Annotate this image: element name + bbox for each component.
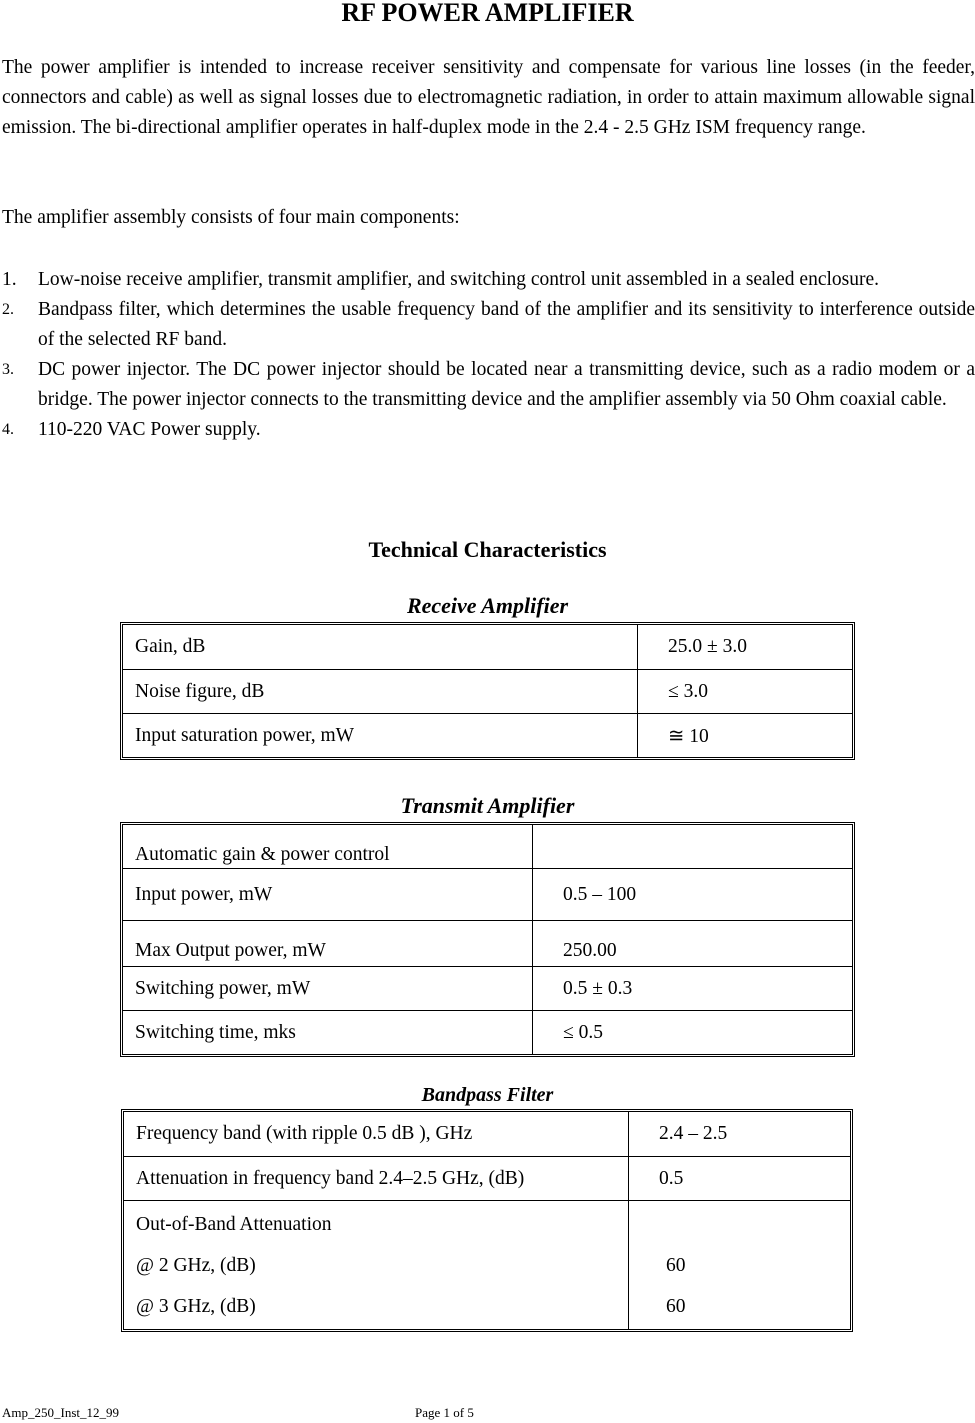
table-cell-label (124, 1201, 628, 1329)
list-text: Low-noise receive amplifier, transmit amplifier, and switching control unit assembled in a sealed enclosure. (38, 269, 880, 290)
footer-page-number: Page 1 of 5 (415, 1405, 474, 1420)
table-row (123, 825, 852, 869)
components-list (2, 265, 975, 445)
table-cell-label: Input power, mW (123, 869, 532, 921)
table-cell-label: Noise figure, dB (123, 670, 637, 714)
transmit-table (120, 822, 855, 1057)
intro-paragraph: The power amplifier is intended to increase receiver sensitivity and compensate for various line losses (in the feeder, connectors and cable) as well as signal losses due to electromagnetic radiation, in order to attain maximum allowable signal emission. The bi-directional amplifier operates in half-duplex mode in the 2.4 - 2.5 GHz ISM frequency range. (2, 57, 975, 138)
table-row (123, 625, 852, 670)
oob-label: @ 2 GHz, (dB) (136, 1255, 256, 1276)
table-row (123, 921, 852, 967)
table-row (124, 1201, 850, 1329)
table-cell-label: Input saturation power, mW (135, 724, 355, 746)
table-cell-label: Automatic gain & power control (123, 825, 532, 869)
table-cell-label: Switching time, mks (135, 1021, 296, 1043)
list-item (2, 295, 975, 355)
oob-label: @ 3 GHz, (dB) (136, 1296, 256, 1317)
list-number: 2. (2, 301, 14, 318)
receive-table (120, 622, 855, 760)
page-title: RF POWER AMPLIFIER (341, 0, 634, 27)
list-item (2, 355, 975, 415)
table-cell-value: ≅ 10 (637, 714, 852, 757)
list-item (2, 265, 975, 295)
oob-heading: Out-of-Band Attenuation (136, 1214, 332, 1235)
table-row (123, 869, 852, 921)
footer-doc-id: Amp_250_Inst_12_99 (2, 1405, 119, 1420)
oob-value: 60 (666, 1255, 686, 1276)
list-number: 1. (2, 269, 17, 290)
section-title: Technical Characteristics (368, 537, 607, 562)
list-text: Bandpass filter, which determines the usable frequency band of the amplifier and its sensitivity to interference outside of the selected RF band. (38, 299, 975, 350)
list-number: 4. (2, 421, 14, 438)
bandpass-table (121, 1109, 853, 1332)
table-cell-value: 0.5 ± 0.3 (532, 967, 852, 1011)
table-cell-value: 0.5 – 100 (532, 869, 852, 921)
components-intro: The amplifier assembly consists of four main components: (2, 207, 460, 228)
table-cell-value: 25.0 ± 3.0 (637, 625, 852, 670)
receive-table-title: Receive Amplifier (406, 593, 569, 618)
transmit-table-title: Transmit Amplifier (400, 793, 575, 818)
table-cell-label: Max Output power, mW (123, 921, 532, 967)
list-text: DC power injector. The DC power injector should be located near a transmitting device, such as a radio modem or a bridge. The power injector connects to the transmitting device and the amplifier assembly via 50 Ohm coaxial cable. (38, 359, 975, 410)
table-row (124, 1112, 850, 1157)
table-cell-value: 2.4 – 2.5 (628, 1112, 850, 1157)
table-cell-label: Attenuation in frequency band 2.4–2.5 GHz, (dB) (124, 1157, 628, 1201)
table-cell-label: Frequency band (with ripple 0.5 dB ), GHz (124, 1112, 628, 1157)
list-item (2, 415, 975, 445)
table-cell-value: ≤ 3.0 (637, 670, 852, 714)
table-cell-label: Gain, dB (123, 625, 637, 670)
oob-value: 60 (666, 1296, 686, 1317)
table-cell-value (532, 825, 852, 869)
table-cell-value: 250.00 (532, 921, 852, 967)
table-row (123, 1011, 852, 1054)
table-cell-label: Switching power, mW (123, 967, 532, 1011)
table-row (123, 714, 852, 757)
table-cell-value: 0.5 (628, 1157, 850, 1201)
table-cell-value (628, 1201, 850, 1329)
list-number: 3. (2, 361, 14, 378)
list-text: 110-220 VAC Power supply. (38, 419, 261, 440)
bandpass-table-title: Bandpass Filter (421, 1084, 554, 1106)
table-cell-value: ≤ 0.5 (532, 1011, 852, 1054)
table-row (124, 1157, 850, 1201)
table-row (123, 967, 852, 1011)
table-row (123, 670, 852, 714)
